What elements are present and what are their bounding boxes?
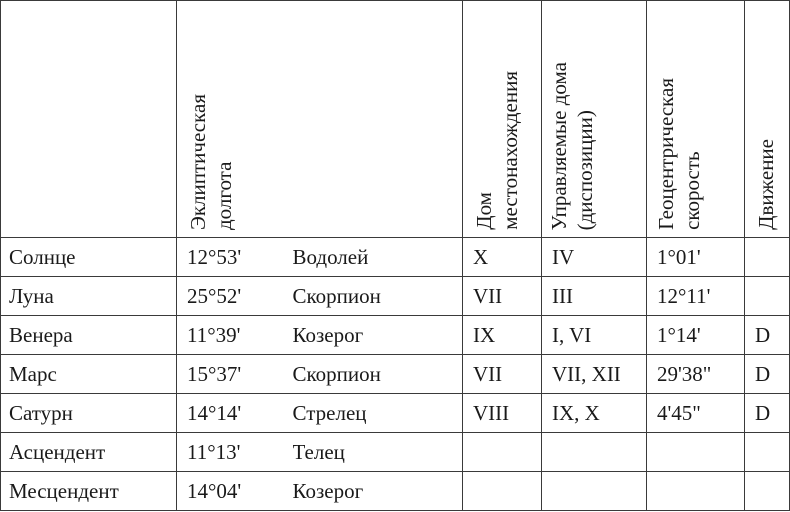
- sign-cell: Козерог: [293, 316, 463, 355]
- degree-cell: 15°37': [177, 355, 293, 394]
- body-name-cell: Солнце: [1, 238, 177, 277]
- table-row: [1, 355, 790, 394]
- ruled-houses-cell: I, VI: [542, 316, 647, 355]
- header-longitude-line-2: долгота: [212, 161, 236, 230]
- body-name-cell: Месцендент: [1, 472, 177, 511]
- degree-cell: 12°53': [177, 238, 293, 277]
- house-cell: [463, 433, 542, 472]
- house-cell: VII: [463, 355, 542, 394]
- table-row: [1, 238, 790, 277]
- motion-cell: D: [745, 394, 790, 433]
- header-ruled-line-1: Управляемые дома: [547, 61, 571, 230]
- speed-cell: 4'45": [647, 394, 745, 433]
- degree-cell: 25°52': [177, 277, 293, 316]
- speed-cell: [647, 472, 745, 511]
- motion-cell: [745, 238, 790, 277]
- header-longitude: [177, 1, 293, 238]
- house-cell: IX: [463, 316, 542, 355]
- body-name-cell: Сатурн: [1, 394, 177, 433]
- header-ruled: [542, 1, 647, 238]
- speed-cell: 1°01': [647, 238, 745, 277]
- header-motion-label: Движение: [754, 139, 778, 230]
- body-name-cell: Венера: [1, 316, 177, 355]
- header-house-line-1: Дом: [472, 192, 496, 230]
- table-header-row: [1, 1, 790, 238]
- sign-cell: Стрелец: [293, 394, 463, 433]
- header-body-cell: [1, 1, 177, 238]
- body-name-cell: Луна: [1, 277, 177, 316]
- table-row: [1, 316, 790, 355]
- ruled-houses-cell: [542, 433, 647, 472]
- header-longitude-line-1: Эклиптическая: [186, 93, 210, 230]
- motion-cell: D: [745, 355, 790, 394]
- header-motion: [745, 1, 790, 238]
- header-house: [463, 1, 542, 238]
- header-longitude-label: [185, 94, 237, 230]
- table-row: [1, 472, 790, 511]
- motion-cell: [745, 472, 790, 511]
- ruled-houses-cell: [542, 472, 647, 511]
- sign-cell: Телец: [293, 433, 463, 472]
- degree-cell: 14°04': [177, 472, 293, 511]
- table-row: [1, 394, 790, 433]
- motion-cell: D: [745, 316, 790, 355]
- speed-cell: 12°11': [647, 277, 745, 316]
- sign-cell: Водолей: [293, 238, 463, 277]
- house-cell: VII: [463, 277, 542, 316]
- sign-cell: Скорпион: [293, 277, 463, 316]
- ruled-houses-cell: III: [542, 277, 647, 316]
- header-speed-line-2: скорость: [680, 151, 704, 230]
- header-speed-label: [653, 78, 705, 230]
- house-cell: VIII: [463, 394, 542, 433]
- degree-cell: 11°13': [177, 433, 293, 472]
- speed-cell: [647, 433, 745, 472]
- body-name-cell: Асцендент: [1, 433, 177, 472]
- sign-cell: Скорпион: [293, 355, 463, 394]
- degree-cell: 11°39': [177, 316, 293, 355]
- motion-cell: [745, 277, 790, 316]
- header-ruled-label: [546, 62, 598, 230]
- ruled-houses-cell: VII, XII: [542, 355, 647, 394]
- speed-cell: 29'38": [647, 355, 745, 394]
- degree-cell: 14°14': [177, 394, 293, 433]
- table-row: [1, 277, 790, 316]
- motion-cell: [745, 433, 790, 472]
- speed-cell: 1°14': [647, 316, 745, 355]
- header-house-line-2: местонахождения: [498, 71, 522, 230]
- header-house-label: [471, 71, 523, 230]
- house-cell: [463, 472, 542, 511]
- table-row: [1, 433, 790, 472]
- body-name-cell: Марс: [1, 355, 177, 394]
- header-sign-cell: [293, 1, 463, 238]
- header-speed: [647, 1, 745, 238]
- ruled-houses-cell: IV: [542, 238, 647, 277]
- house-cell: X: [463, 238, 542, 277]
- header-speed-line-1: Геоцентрическая: [654, 78, 678, 230]
- ruled-houses-cell: IX, X: [542, 394, 647, 433]
- header-ruled-line-2: (диспозиции): [573, 109, 597, 230]
- sign-cell: Козерог: [293, 472, 463, 511]
